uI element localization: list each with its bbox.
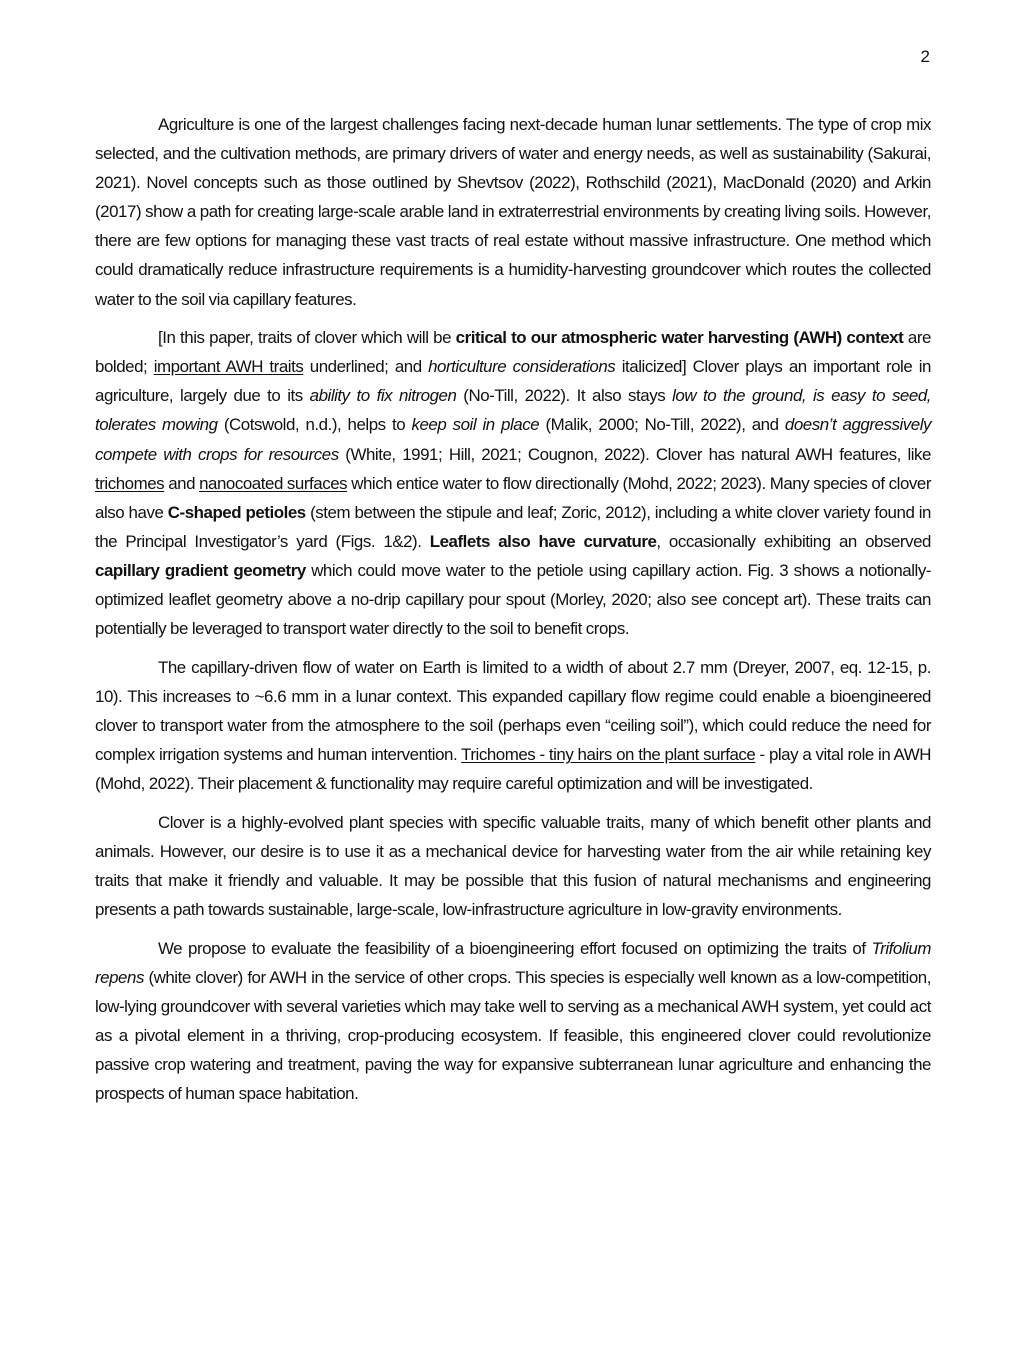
page-number: 2 bbox=[920, 47, 930, 66]
text-run: (No-Till, 2022). It also stays bbox=[456, 386, 673, 406]
paragraph-clover-traits bbox=[95, 323, 931, 643]
paragraph-lunar-agriculture bbox=[95, 110, 931, 314]
text-run: [In this paper, traits of clover which will be bbox=[158, 328, 456, 348]
text-run: and bbox=[164, 473, 200, 493]
italic-text: Trifolium repens bbox=[95, 938, 931, 987]
paragraph-clover-mechanical-device bbox=[95, 808, 931, 924]
underlined-text: nanocoated surfaces bbox=[199, 473, 348, 493]
text-run: underlined; and bbox=[303, 357, 429, 377]
underlined-text: important AWH traits bbox=[153, 357, 304, 377]
paragraph-proposal bbox=[95, 934, 931, 1109]
text-run: (Malik, 2000; No-Till, 2022), and bbox=[539, 415, 785, 435]
underlined-text: trichomes bbox=[95, 473, 165, 493]
text-run: (stem between the stipule and leaf; Zoric, 2012), including a white clover variety found in the Principal Investigator’s yard (Figs. 1&2). bbox=[95, 502, 932, 551]
underlined-text: Trichomes - tiny hairs on the plant surface bbox=[461, 744, 756, 764]
italic-text: ability to fix nitrogen bbox=[309, 386, 457, 406]
text-run: Clover is a highly-evolved plant species with specific valuable traits, many of which benefit other plants and animals. However, our desire is to use it as a mechanical device for harvesting water from the air while retaining key traits that make it friendly and valuable. It may be possible that this fusion of natural mechanisms and engineering presents a path towards sustainable, large-scale, low-infrastructure agriculture in low-gravity environments. bbox=[95, 812, 931, 919]
bold-text: critical to our atmospheric water harvesting (AWH) context bbox=[455, 328, 904, 348]
italic-text: horticulture considerations bbox=[428, 357, 616, 377]
body-text bbox=[95, 110, 931, 1118]
text-run: (white clover) for AWH in the service of other crops. This species is especially well known as a low-competition, low-lying groundcover with several varieties which may take well to serving as a mechanical AWH system, yet could act as a pivotal element in a thriving, crop-producing ecosystem. If feasible, this engineered clover could revolutionize passive crop watering and treatment, paving the way for expansive subterranean lunar agriculture and enhancing the prospects of human space habitation. bbox=[95, 967, 931, 1103]
text-run: , occasionally exhibiting an observed bbox=[656, 531, 931, 551]
text-run: The capillary-driven flow of water on Earth is limited to a width of about 2.7 mm (Dreyer, 2007, eq. 12-15, p. 10). This increases to ~6.6 mm in a lunar context. This expanded capillary flow regime could enable a bioengineered clover to transport water from the atmosphere to the soil (perhaps even “ceiling soil”), which could reduce the need for complex irrigation systems and human intervention. bbox=[95, 657, 931, 764]
italic-text: low to the ground, is easy to seed, tolerates mowing bbox=[95, 386, 932, 435]
text-run: Agriculture is one of the largest challenges facing next-decade human lunar settlements. The type of crop mix selected, and the cultivation methods, are primary drivers of water and energy needs, as well as sustainability (Sakurai, 2021). Novel concepts such as those outlined by Shevtsov (2022), Rothschild (2021), MacDonald (2020) and Arkin (2017) show a path for creating large-scale arable land in extraterrestrial environments by creating living soils. However, there are few options for managing these vast tracts of real estate without massive infrastructure. One method which could dramatically reduce infrastructure requirements is a humidity-harvesting groundcover which routes the collected water to the soil via capillary features. bbox=[95, 115, 931, 309]
text-run: (Cotswold, n.d.), helps to bbox=[217, 415, 412, 435]
text-run: (White, 1991; Hill, 2021; Cougnon, 2022). Clover has natural AWH features, like bbox=[338, 444, 931, 464]
italic-text: doesn’t aggressively compete with crops for resources bbox=[95, 415, 931, 464]
italic-text: keep soil in place bbox=[411, 415, 540, 435]
text-run: We propose to evaluate the feasibility of a bioengineering effort focused on optimizing the traits of bbox=[158, 938, 872, 958]
text-run: are bolded; bbox=[95, 328, 931, 377]
text-run: which entice water to flow directionally (Mohd, 2022; 2023). Many species of clover also have bbox=[95, 473, 932, 522]
text-run: which could move water to the petiole using capillary action. Fig. 3 shows a notionally-optimized leaflet geometry above a no-drip capillary pour spout (Morley, 2020; also see concept art). These traits can potentially be leveraged to transport water directly to the soil to benefit crops. bbox=[95, 560, 932, 639]
bold-text: C-shaped petioles bbox=[167, 502, 306, 522]
bold-text: Leaflets also have curvature bbox=[429, 531, 657, 551]
text-run: italicized] Clover plays an important role in agriculture, largely due to its bbox=[95, 357, 931, 406]
paragraph-capillary-flow bbox=[95, 653, 931, 798]
text-run: - play a vital role in AWH (Mohd, 2022). Their placement & functionality may require careful optimization and will be investigated. bbox=[95, 744, 931, 794]
bold-text: capillary gradient geometry bbox=[95, 560, 306, 580]
